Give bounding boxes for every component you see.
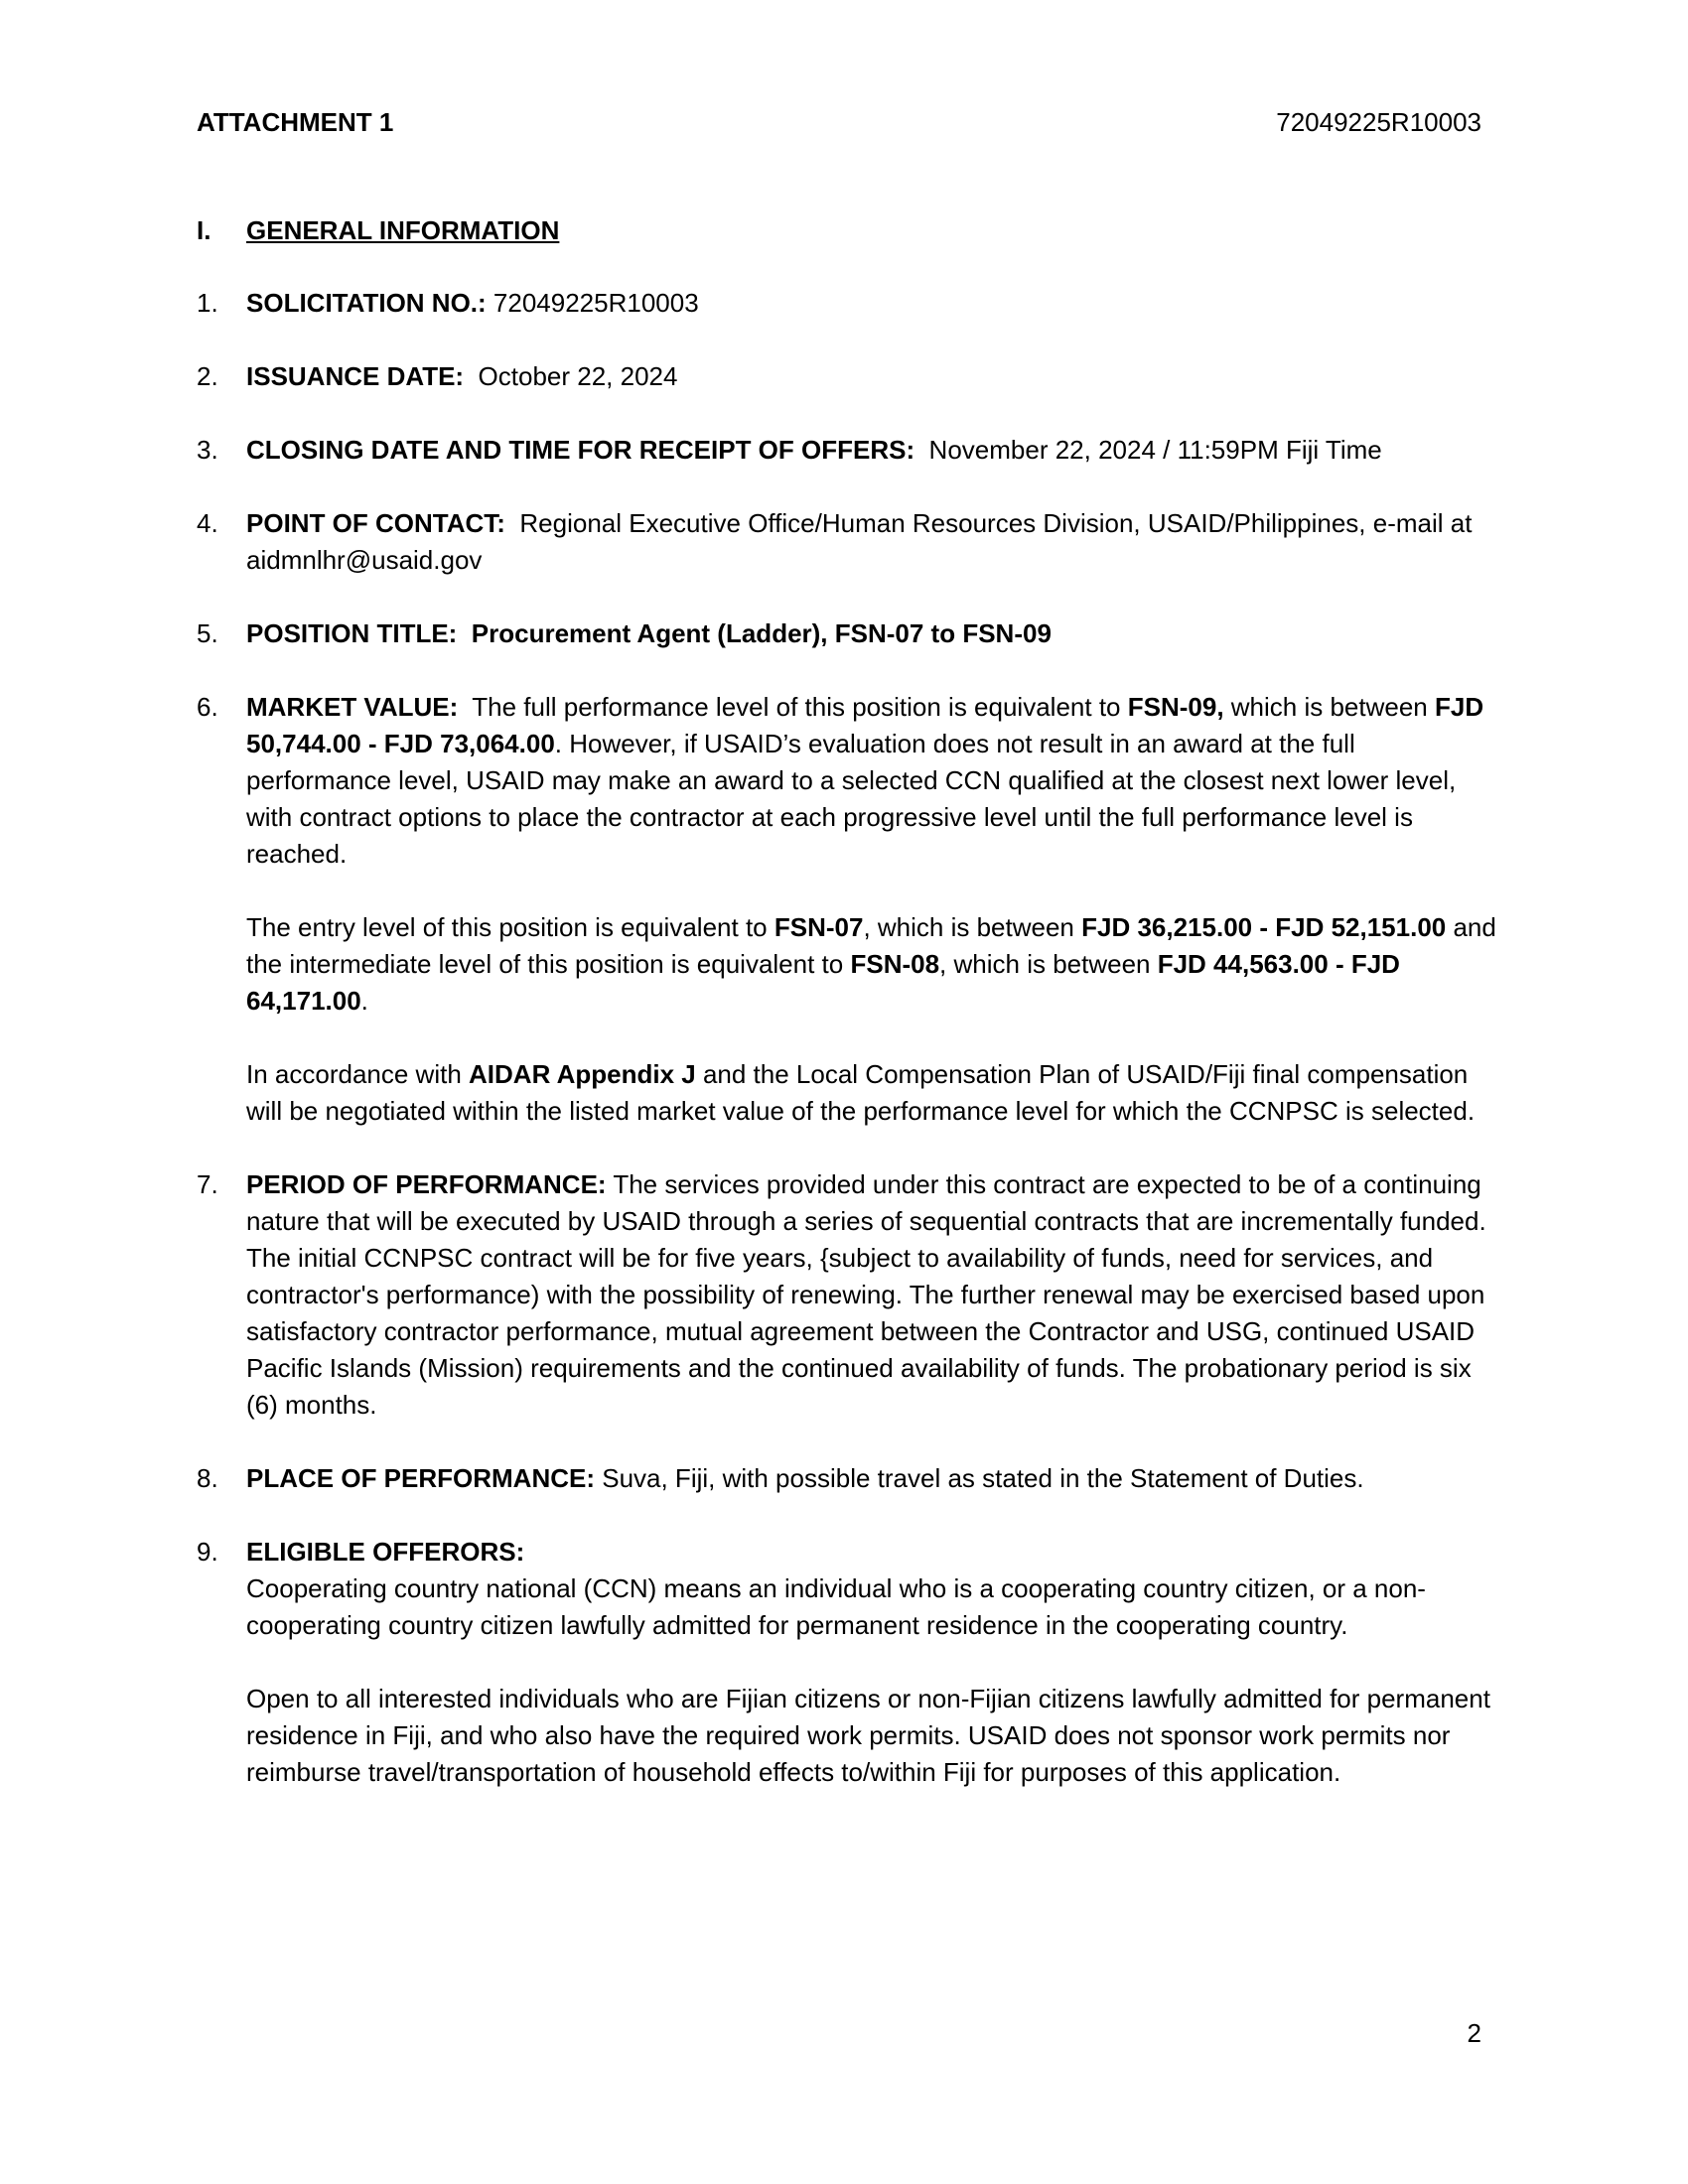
list-item-issuance-date [197,358,1497,395]
text-run: In accordance with [246,1059,470,1089]
item-number: 2. [197,361,218,391]
list-item-position-title [197,615,1497,652]
text-run: The full performance level of this position is equivalent to [458,692,1128,722]
item-value: 72049225R10003 [486,288,699,318]
market-value-paragraph-2 [246,909,1497,1020]
item-label: PLACE OF PERFORMANCE: [246,1463,595,1493]
salary-range-full: FJD 50,744.00 - FJD 73,064.00 [246,692,1484,758]
item-label: PERIOD OF PERFORMANCE: [246,1169,607,1199]
solicitation-reference: 72049225R10003 [1276,107,1481,137]
item-label: ELIGIBLE OFFERORS: [246,1537,525,1567]
text-run: . [360,986,368,1016]
item-value: Suva, Fiji, with possible travel as stated in the Statement of Duties. [595,1463,1364,1493]
text-run: The entry level of this position is equivalent to [246,912,774,942]
salary-range-intermediate: FJD 44,563.00 - FJD 64,171.00 [246,949,1400,1016]
item-number: 8. [197,1463,218,1493]
item-label: POINT OF CONTACT: [246,508,505,538]
item-value: November 22, 2024 / 11:59PM Fiji Time [914,435,1382,465]
item-label: CLOSING DATE AND TIME FOR RECEIPT OF OFFERS: [246,435,915,465]
item-number: 3. [197,435,218,465]
list-item-point-of-contact [197,505,1497,579]
aidar-reference: AIDAR Appendix J [469,1059,696,1089]
item-number: 7. [197,1169,218,1199]
list-item-solicitation-no [197,285,1497,322]
text-run: which is between [1223,692,1435,722]
general-information-list [197,285,1497,1828]
text-run: and the Local Compensation Plan of USAID/Fiji final compensation will be negotiated within the listed market value of the performance level for which the CCNPSC is selected. [246,1059,1476,1126]
page-number: 2 [1467,2018,1481,2048]
text-run: , which is between [939,949,1158,979]
item-value: The services provided under this contract are expected to be of a continuing nature that will be executed by USAID through a series of sequential contracts that are incrementally funded. The initial CCNPSC contract will be for five years, {subject to availability of funds, need for services, and contractor's performance) with the possibility of renewing. The further renewal may be exercised based upon satisfactory contractor performance, mutual agreement between the Contractor and USG, continued USAID Pacific Islands (Mission) requirements and the continued availability of funds. The probationary period is six (6) months. [246,1169,1486,1420]
eligible-offerors-open-to: Open to all interested individuals who are Fijian citizens or non-Fijian citizens lawfully admitted for permanent residence in Fiji, and who also have the required work permits. USAID does not sponsor work permits nor reimburse travel/transportation of household effects to/within Fiji for purposes of this application. [246,1684,1490,1787]
attachment-label: ATTACHMENT 1 [197,107,394,137]
salary-range-entry: FJD 36,215.00 - FJD 52,151.00 [1081,912,1447,942]
item-number: 5. [197,618,218,648]
text-run: and the intermediate level of this position is equivalent to [246,912,1496,979]
list-item-period-of-performance [197,1166,1497,1424]
item-number: 1. [197,288,218,318]
list-item-eligible-offerors [197,1534,1497,1791]
item-label: SOLICITATION NO.: [246,288,487,318]
item-value: October 22, 2024 [464,361,678,391]
section-heading [197,212,559,249]
grade-entry: FSN-07 [774,912,864,942]
list-item-place-of-performance [197,1460,1497,1497]
item-number: 4. [197,508,218,538]
section-title: GENERAL INFORMATION [246,215,560,245]
page-header [197,102,1481,142]
text-run: . However, if USAID’s evaluation does not result in an award at the full performance level, USAID may make an award to a selected CCN qualified at the closest next lower level, with contract options to place the contractor at each progressive level until the full performance level is reached. [246,729,1457,869]
item-value: Procurement Agent (Ladder), FSN-07 to FSN-09 [457,618,1052,648]
eligible-offerors-definition: Cooperating country national (CCN) means an individual who is a cooperating country citizen, or a non-cooperating country citizen lawfully admitted for permanent residence in the cooperating country. [246,1573,1426,1640]
market-value-paragraph-3 [246,1056,1497,1130]
list-item-closing-date [197,432,1497,469]
item-value: Regional Executive Office/Human Resources Division, USAID/Philippines, e-mail at aidmnlhr@usaid.gov [246,508,1479,575]
item-label: POSITION TITLE: [246,618,458,648]
item-label: ISSUANCE DATE: [246,361,465,391]
list-item-market-value [197,689,1497,1130]
text-run: , which is between [863,912,1082,942]
item-label: MARKET VALUE: [246,692,459,722]
grade-intermediate: FSN-08 [850,949,940,979]
item-number: 9. [197,1537,218,1567]
item-number: 6. [197,692,218,722]
section-number: I. [197,215,211,245]
grade-full: FSN-09, [1127,692,1224,722]
market-value-paragraph-1 [246,689,1497,873]
